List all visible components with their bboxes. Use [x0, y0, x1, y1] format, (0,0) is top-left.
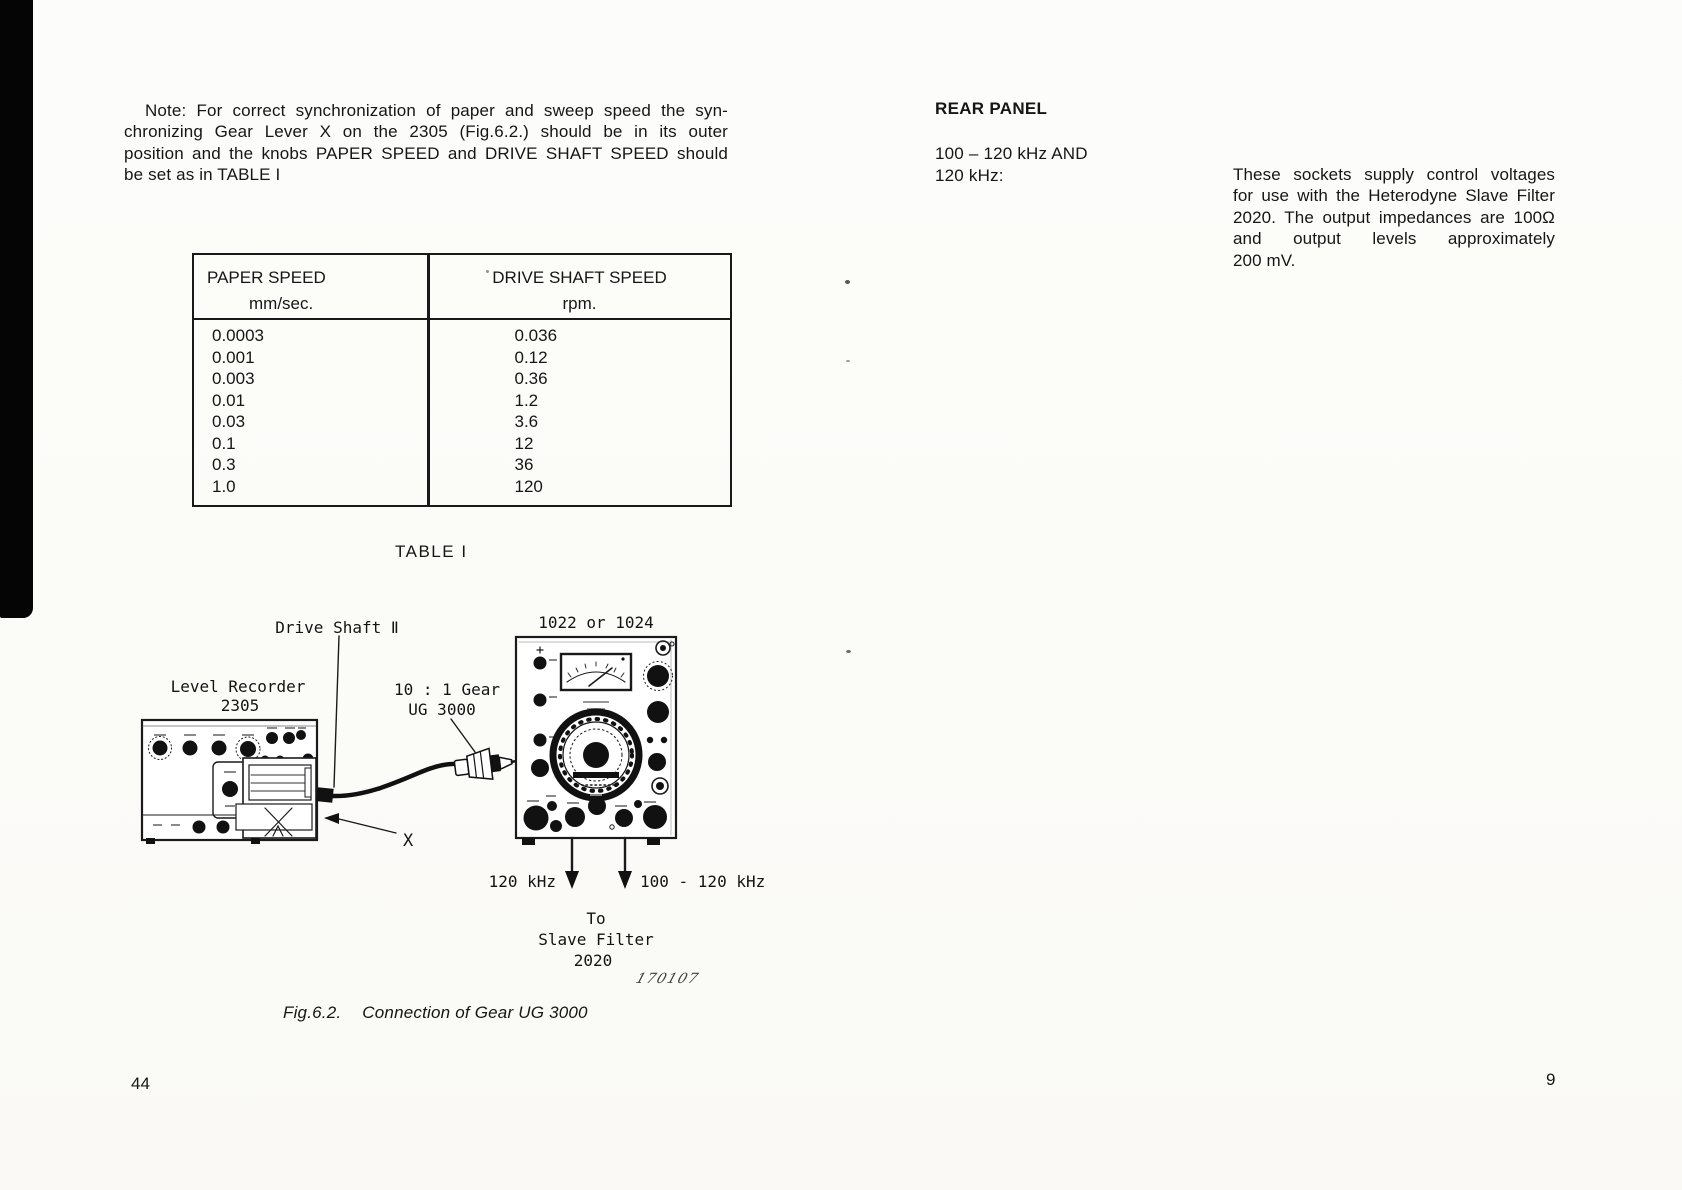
- text-line: and output levels approximately: [1233, 229, 1555, 249]
- gear-plug-drawing: [453, 745, 520, 784]
- figure-diagram: [115, 605, 766, 1005]
- destination-line1: To: [586, 909, 606, 928]
- output-label-100-120khz: 100 - 120 kHz: [640, 872, 766, 891]
- scan-speck: [846, 360, 850, 362]
- socket-term-line1: 100 – 120 kHz AND: [935, 144, 1088, 163]
- table-row: [194, 476, 730, 498]
- table-cell: 0.1: [212, 433, 236, 453]
- column-title: DRIVE SHAFT SPEED: [492, 268, 667, 287]
- scan-speck: [845, 280, 850, 284]
- text-line: Note: For correct synchronization of paper and sweep speed the syn-: [145, 101, 728, 120]
- lever-x-pointer: [324, 813, 396, 833]
- table-cell: 0.003: [212, 369, 255, 388]
- figure-caption-text: Connection of Gear UG 3000: [362, 1003, 588, 1022]
- output-arrows: [565, 838, 632, 889]
- text-line: chronizing Gear Lever X on the 2305 (Fig.6.2.) should be in its outer: [124, 122, 728, 142]
- gear-label-line1: 10 : 1 Gear: [394, 680, 500, 699]
- rear-panel-heading: REAR PANEL: [935, 99, 1048, 118]
- table-row: [194, 347, 730, 369]
- table-cell: 0.36: [514, 369, 548, 388]
- table-header: [194, 255, 730, 320]
- table-cell: 0.01: [212, 390, 246, 410]
- table-cell: 1.2: [514, 390, 539, 410]
- text-line: 200 mV.: [1233, 250, 1296, 270]
- meter-drawing: [561, 654, 631, 690]
- table-cell: 36: [514, 455, 534, 474]
- text-line: position and the knobs PAPER SPEED and DRIVE SHAFT SPEED should: [124, 143, 728, 163]
- recorder-label-line1: Level Recorder: [170, 677, 306, 696]
- text-line: be set as in TABLE I: [124, 164, 281, 184]
- table-row: [194, 390, 730, 412]
- drive-shaft-label: Drive Shaft Ⅱ: [275, 618, 399, 637]
- table-cell: 0.001: [212, 347, 255, 367]
- tuning-dial-drawing: [553, 712, 639, 798]
- gear-label-line2: UG 3000: [408, 700, 476, 719]
- table-row: [194, 454, 730, 476]
- table-cell: 0.03: [212, 412, 246, 431]
- socket-term-line2: 120 kHz:: [935, 166, 1004, 185]
- table-cell: 0.12: [514, 347, 548, 367]
- handwritten-mark: 170107: [633, 971, 702, 987]
- scan-speck: [486, 270, 489, 273]
- page-number-right: 9: [1546, 1070, 1556, 1089]
- figure-caption-number: Fig.6.2.: [283, 1003, 342, 1022]
- gear-pointer-line: [451, 719, 475, 752]
- table-cell: 1.0: [212, 476, 236, 496]
- destination-line2: Slave Filter: [538, 930, 654, 949]
- table-row: [194, 325, 730, 347]
- column-title: PAPER SPEED: [207, 268, 326, 287]
- generator-label: 1022 or 1024: [538, 613, 654, 632]
- text-line: 2020. The output impedances are 100Ω: [1233, 207, 1555, 227]
- table-cell: 3.6: [514, 412, 539, 431]
- text-line: These sockets supply control voltages: [1233, 165, 1555, 184]
- note-paragraph: [124, 100, 728, 185]
- drive-shaft-pointer-line: [334, 636, 339, 787]
- destination-line3: 2020: [573, 951, 613, 970]
- table-row: [194, 411, 730, 433]
- table-cell: 0.3: [212, 455, 236, 474]
- table-caption: TABLE I: [395, 542, 468, 561]
- figure-caption: [283, 1003, 588, 1023]
- table-cell: 0.036: [514, 326, 558, 345]
- column-unit: rpm.: [562, 294, 597, 313]
- lever-x-label: X: [403, 831, 414, 851]
- socket-definition: [1233, 164, 1555, 271]
- speed-table: [192, 253, 732, 507]
- table-row: [194, 433, 730, 455]
- scan-speck: [846, 650, 851, 653]
- table-row: [194, 368, 730, 390]
- scan-binding-shadow: [0, 0, 33, 618]
- recorder-label-line2: 2305: [220, 696, 260, 715]
- table-cell: 120: [514, 476, 543, 496]
- page-number-left: 44: [131, 1074, 150, 1093]
- column-unit: mm/sec.: [249, 294, 314, 313]
- table-body: [194, 325, 730, 497]
- output-label-120khz: 120 kHz: [488, 872, 556, 891]
- cable-drawing: [332, 764, 459, 796]
- generator-drawing: [516, 637, 676, 845]
- level-recorder-drawing: [142, 720, 334, 844]
- table-header-drive-shaft-speed: [429, 265, 730, 317]
- table-header-paper-speed: [194, 265, 427, 317]
- table-cell: 12: [514, 433, 534, 453]
- text-line: for use with the Heterodyne Slave Filter: [1233, 186, 1555, 206]
- table-cell: 0.0003: [212, 326, 264, 345]
